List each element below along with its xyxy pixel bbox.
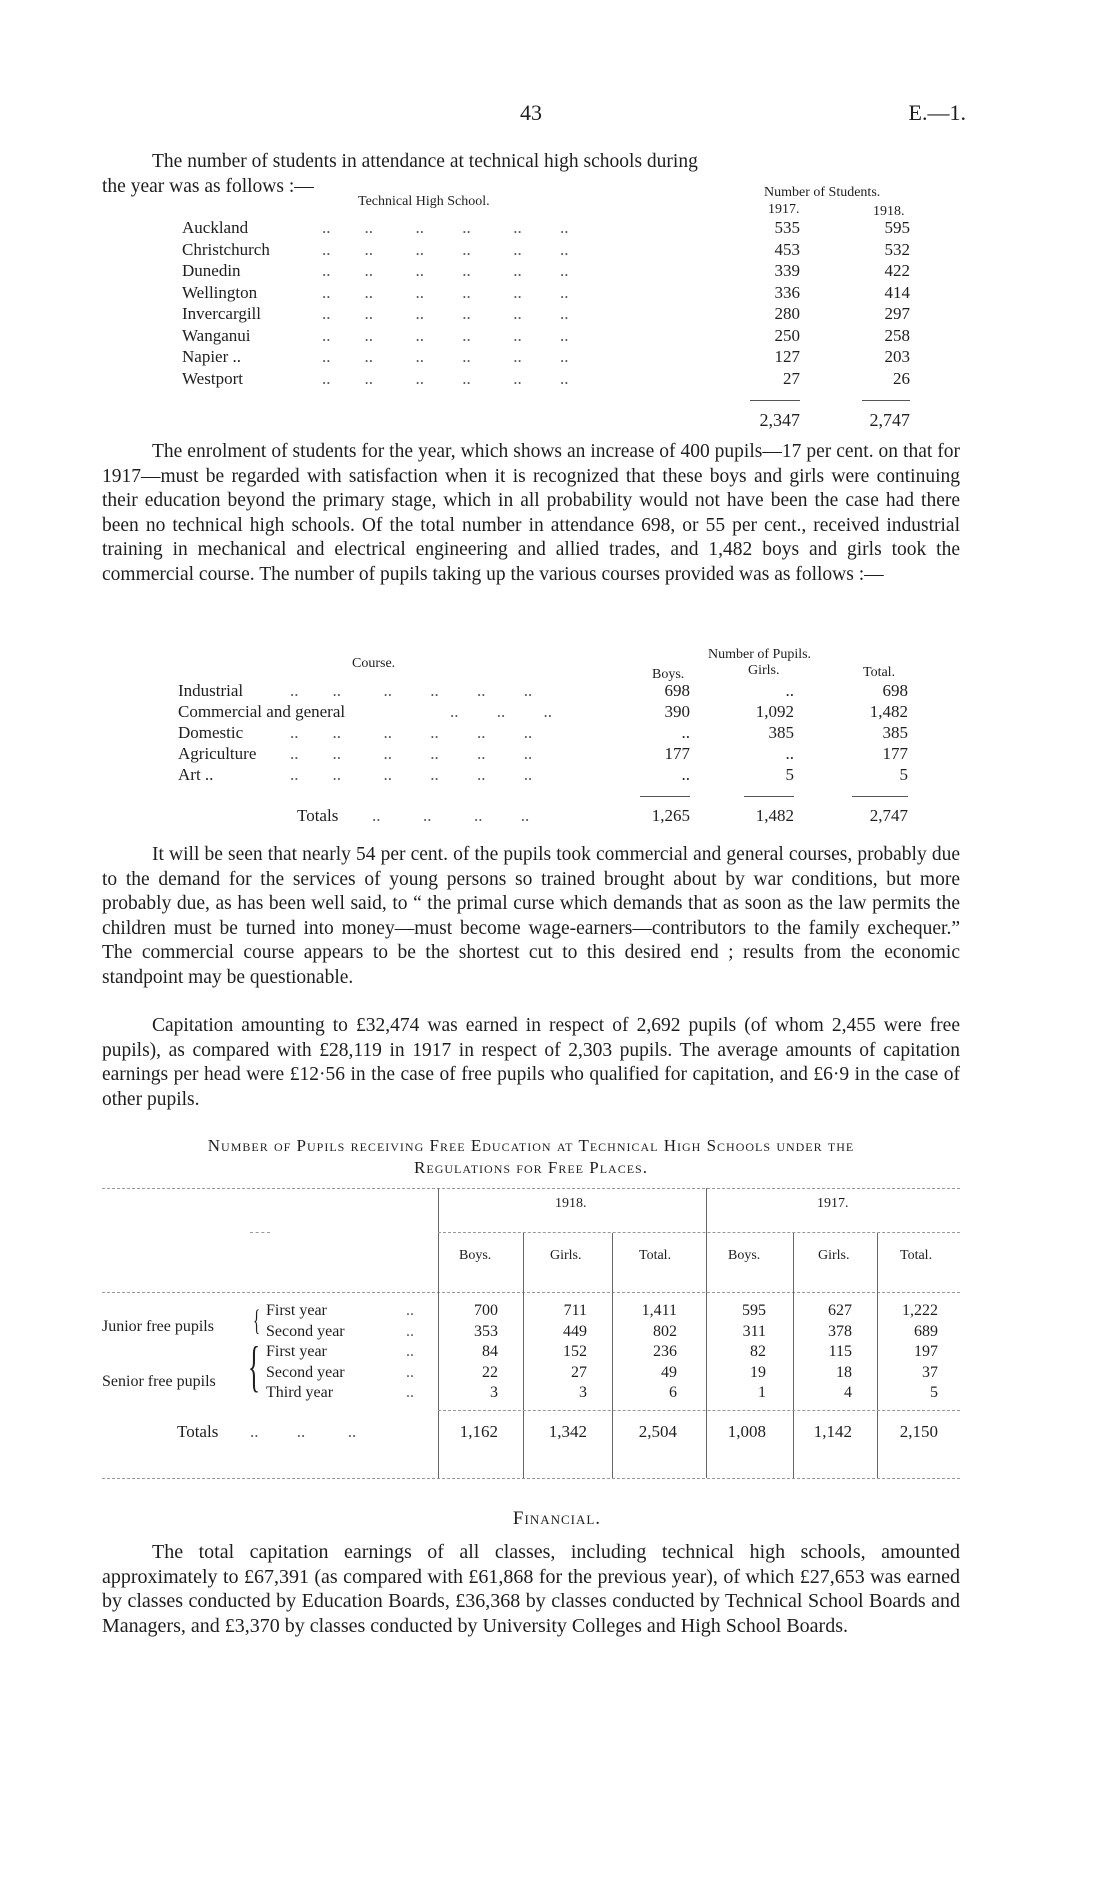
free-totals-label: Totals bbox=[177, 1422, 219, 1441]
free-girls-1917: 4 bbox=[844, 1384, 852, 1401]
students-1918: 414 bbox=[884, 282, 910, 302]
course-boys: 390 bbox=[664, 702, 690, 721]
free-girls-1917: 115 bbox=[828, 1343, 852, 1360]
free-girls-1918: 3 bbox=[579, 1384, 587, 1401]
dot-leader: .. .. .. .. .. .. bbox=[322, 239, 569, 259]
intro-paragraph: The number of students in attendance at technical high schools during the year was as follows :— bbox=[102, 151, 698, 197]
financial-paragraph: The total capitation earnings of all classes, including technical high schools, amounted approximately to £67,391 (as compared with £61,868 for the previous year), of which £27,653 was earned by classes conducted by Education Boards, £36,368 by classes conducted by Technical School Boards and Managers, and £3,370 by classes conducted by University Colleges and High School Boards. bbox=[102, 1541, 960, 1637]
financial-heading: Financial. bbox=[512, 1508, 602, 1529]
course-total: 385 bbox=[882, 723, 908, 742]
course-boys: 698 bbox=[664, 681, 690, 700]
table-bottom-rule bbox=[102, 1478, 960, 1479]
year-1917-header: 1917. bbox=[768, 202, 800, 217]
course-girls: 385 bbox=[768, 723, 794, 742]
school-name: Dunedin bbox=[182, 261, 241, 280]
free-total-1918: 802 bbox=[653, 1322, 677, 1340]
school-name: Wanganui bbox=[182, 325, 251, 345]
col-girls-1918: Girls. bbox=[550, 1248, 582, 1263]
free-total-total-1918: 2,504 bbox=[638, 1422, 677, 1441]
course-boys: 177 bbox=[664, 744, 690, 763]
free-total-boys-1917: 1,008 bbox=[727, 1422, 766, 1441]
course-name: Art .. bbox=[178, 765, 214, 784]
total-1918: 2,747 bbox=[869, 410, 910, 430]
free-total-1918: 236 bbox=[653, 1343, 677, 1360]
dot-leader: .. .. .. .. .. .. bbox=[290, 723, 533, 742]
free-boys-1917: 311 bbox=[742, 1322, 766, 1340]
free-table-caption-line-2: Regulations for Free Places. bbox=[414, 1158, 648, 1177]
number-of-pupils-header: Number of Pupils. bbox=[708, 647, 812, 662]
year-label: Second year bbox=[266, 1363, 345, 1381]
course-totals-total: 2,747 bbox=[869, 806, 908, 825]
free-total-1917: 1,222 bbox=[902, 1302, 938, 1319]
free-table-caption-line-1: Number of Pupils receiving Free Education at Technical High Schools under the bbox=[207, 1136, 855, 1155]
total-1917: 2,347 bbox=[759, 410, 800, 430]
document-code: E.—1. bbox=[908, 100, 966, 125]
dot-leader: .. .. .. .. .. .. bbox=[290, 744, 533, 763]
free-girls-1918: 449 bbox=[563, 1322, 587, 1340]
course-boys: .. bbox=[681, 765, 690, 784]
free-total-1917: 197 bbox=[914, 1343, 938, 1360]
table-top-rule bbox=[102, 1188, 960, 1189]
year-label: Third year bbox=[266, 1384, 334, 1401]
commercial-paragraph: It will be seen that nearly 54 per cent. of the pupils took commercial and general courses, probably due to the demand for the services of young persons so trained brought about by war conditions, but more probably due, as has been well said, to “ the primal curse which demands that as soon as the law permits the children must be turned into money—must become wage-earners—contributors to the family exchequer.” The commercial course appears to be the shortest cut to this desired end ; results from the economic standpoint may be questionable. bbox=[102, 844, 960, 988]
senior-brace: { bbox=[248, 1336, 261, 1398]
group-senior-label: Senior free pupils bbox=[102, 1373, 216, 1390]
course-totals-girls: 1,482 bbox=[755, 806, 794, 825]
free-boys-1918: 84 bbox=[482, 1343, 498, 1360]
free-row bbox=[0, 1364, 1114, 1385]
free-girls-1918: 152 bbox=[563, 1343, 587, 1360]
students-1918: 258 bbox=[884, 325, 910, 345]
dot-leader: .. .. .. .. .. .. bbox=[322, 347, 569, 366]
students-1918: 422 bbox=[884, 261, 910, 280]
free-girls-1917: 378 bbox=[828, 1322, 852, 1340]
col-boys-1918: Boys. bbox=[459, 1248, 492, 1263]
dot-leader: .. .. .. .. .. .. bbox=[322, 325, 569, 345]
students-1917: 127 bbox=[774, 347, 800, 366]
school-header: Technical High School. bbox=[358, 194, 490, 209]
free-totals-row bbox=[0, 1422, 1114, 1443]
free-total-1918: 6 bbox=[669, 1384, 677, 1401]
dot-leader: .. .. .. .. .. .. bbox=[322, 304, 569, 323]
students-1918: 203 bbox=[884, 347, 910, 366]
course-name: Industrial bbox=[178, 681, 244, 700]
free-row bbox=[0, 1343, 1114, 1364]
dot-leader: .. bbox=[406, 1322, 414, 1340]
course-header: Course. bbox=[352, 656, 396, 671]
year-label: First year bbox=[266, 1302, 327, 1319]
students-1917: 27 bbox=[783, 368, 800, 388]
free-girls-1917: 627 bbox=[828, 1302, 852, 1319]
dot-leader: .. .. .. .. .. .. bbox=[290, 765, 533, 784]
number-of-students-header: Number of Students. bbox=[764, 185, 881, 200]
school-name: Christchurch bbox=[182, 239, 270, 259]
course-total: 177 bbox=[882, 744, 908, 763]
free-row bbox=[0, 1384, 1114, 1405]
free-total-1918: 49 bbox=[661, 1363, 677, 1381]
students-1917: 535 bbox=[774, 218, 800, 237]
boys-header: Boys. bbox=[652, 667, 685, 682]
year-sub-rule bbox=[438, 1232, 960, 1233]
dot-leader: .. .. .. .. .. .. bbox=[322, 261, 569, 280]
dot-leader: .. bbox=[406, 1384, 414, 1401]
free-girls-1917: 18 bbox=[836, 1363, 852, 1381]
students-1917: 250 bbox=[774, 325, 800, 345]
free-total-1918: 1,411 bbox=[641, 1302, 677, 1319]
school-name: Auckland bbox=[182, 218, 249, 237]
school-name: Invercargill bbox=[182, 304, 261, 323]
free-total-1917: 37 bbox=[922, 1363, 938, 1381]
dot-leader: .. .. .. .. .. .. bbox=[322, 368, 569, 388]
students-1918: 26 bbox=[893, 368, 910, 388]
students-1918: 595 bbox=[884, 218, 910, 237]
col-girls-1917: Girls. bbox=[818, 1248, 850, 1263]
header-1918: 1918. bbox=[555, 1196, 587, 1211]
capitation-paragraph: Capitation amounting to £32,474 was earned in respect of 2,692 pupils (of whom 2,455 were free pupils), as compared with £28,119 in 1917 in respect of 2,303 pupils. The average amounts of capitation earnings per head were £12·56 in the case of free pupils who qualified for capitation, and £6·9 in the case of other pupils. bbox=[102, 1015, 960, 1110]
year-1918-header: 1918. bbox=[873, 204, 905, 219]
year-label: First year bbox=[266, 1343, 327, 1360]
dot-leader: .. .. .. .. .. .. bbox=[290, 681, 533, 700]
students-1917: 280 bbox=[774, 304, 800, 323]
free-total-boys-1918: 1,162 bbox=[459, 1422, 498, 1441]
students-1917: 453 bbox=[774, 239, 800, 259]
col-boys-1917: Boys. bbox=[728, 1248, 761, 1263]
students-1918: 297 bbox=[884, 304, 910, 323]
free-total-girls-1917: 1,142 bbox=[813, 1422, 852, 1441]
free-boys-1918: 22 bbox=[482, 1363, 498, 1381]
course-girls: .. bbox=[785, 681, 794, 700]
dot-leader: .. bbox=[406, 1302, 414, 1319]
girls-header: Girls. bbox=[748, 663, 780, 678]
totals-rule bbox=[438, 1410, 960, 1411]
enrolment-paragraph: The enrolment of students for the year, which shows an increase of 400 pupils—17 per cent. on that for 1917—must be regarded with satisfaction when it is recognized that these boys and girls were continuing their education beyond the primary stage, which in all probability would not have been the case had there been no technical high schools. Of the total number in attendance 698, or 55 per cent., received industrial training in mechanical and electrical engineering and allied trades, and 1,482 boys and girls took the commercial course. The number of pupils taking up the various courses provided was as follows :— bbox=[102, 441, 960, 585]
free-total-total-1917: 2,150 bbox=[899, 1422, 938, 1441]
free-total-1917: 5 bbox=[930, 1384, 938, 1401]
school-name: Wellington bbox=[182, 282, 258, 302]
stub-header-dash bbox=[250, 1232, 270, 1233]
page-number: 43 bbox=[520, 100, 542, 125]
course-total: 1,482 bbox=[869, 702, 908, 721]
course-name: Commercial and general bbox=[178, 702, 346, 721]
course-totals-boys: 1,265 bbox=[651, 806, 690, 825]
free-boys-1917: 19 bbox=[750, 1363, 766, 1381]
free-boys-1918: 700 bbox=[474, 1302, 498, 1319]
free-totals-leader: .. .. .. bbox=[250, 1422, 357, 1441]
header-1917: 1917. bbox=[817, 1196, 849, 1211]
dot-leader: .. .. .. bbox=[450, 702, 552, 721]
students-1917: 336 bbox=[774, 282, 800, 302]
free-boys-1917: 595 bbox=[742, 1302, 766, 1319]
free-boys-1917: 1 bbox=[758, 1384, 766, 1401]
school-name: Westport bbox=[182, 368, 243, 388]
free-total-girls-1918: 1,342 bbox=[548, 1422, 587, 1441]
junior-brace: { bbox=[253, 1304, 261, 1337]
dot-leader: .. bbox=[406, 1343, 414, 1360]
free-boys-1917: 82 bbox=[750, 1343, 766, 1360]
course-girls: .. bbox=[785, 744, 794, 763]
course-name: Domestic bbox=[178, 723, 244, 742]
school-name: Napier .. bbox=[182, 347, 242, 366]
dot-leader: .. bbox=[406, 1363, 414, 1381]
dot-leader: .. .. .. .. .. .. bbox=[322, 218, 569, 237]
course-total: 698 bbox=[882, 681, 908, 700]
course-girls: 1,092 bbox=[755, 702, 794, 721]
free-boys-1918: 353 bbox=[474, 1322, 498, 1340]
free-total-1917: 689 bbox=[914, 1322, 938, 1340]
total-header: Total. bbox=[863, 665, 896, 680]
free-row bbox=[0, 1323, 1114, 1344]
free-girls-1918: 27 bbox=[571, 1363, 587, 1381]
course-totals-leader: .. .. .. .. bbox=[372, 806, 530, 825]
students-1917: 339 bbox=[774, 261, 800, 280]
course-name: Agriculture bbox=[178, 744, 257, 763]
course-girls: 5 bbox=[785, 765, 794, 784]
year-label: Second year bbox=[266, 1322, 345, 1340]
students-1918: 532 bbox=[884, 239, 910, 259]
free-boys-1918: 3 bbox=[490, 1384, 498, 1401]
free-row bbox=[0, 1302, 1114, 1323]
dot-leader: .. .. .. .. .. .. bbox=[322, 282, 569, 302]
col-total-1917: Total. bbox=[900, 1248, 933, 1263]
group-junior-label: Junior free pupils bbox=[102, 1318, 214, 1335]
course-total: 5 bbox=[899, 765, 908, 784]
table-header-rule bbox=[102, 1292, 960, 1293]
free-girls-1918: 711 bbox=[563, 1302, 587, 1319]
course-totals-label: Totals bbox=[297, 806, 339, 825]
col-total-1918: Total. bbox=[639, 1248, 672, 1263]
course-boys: .. bbox=[681, 723, 690, 742]
